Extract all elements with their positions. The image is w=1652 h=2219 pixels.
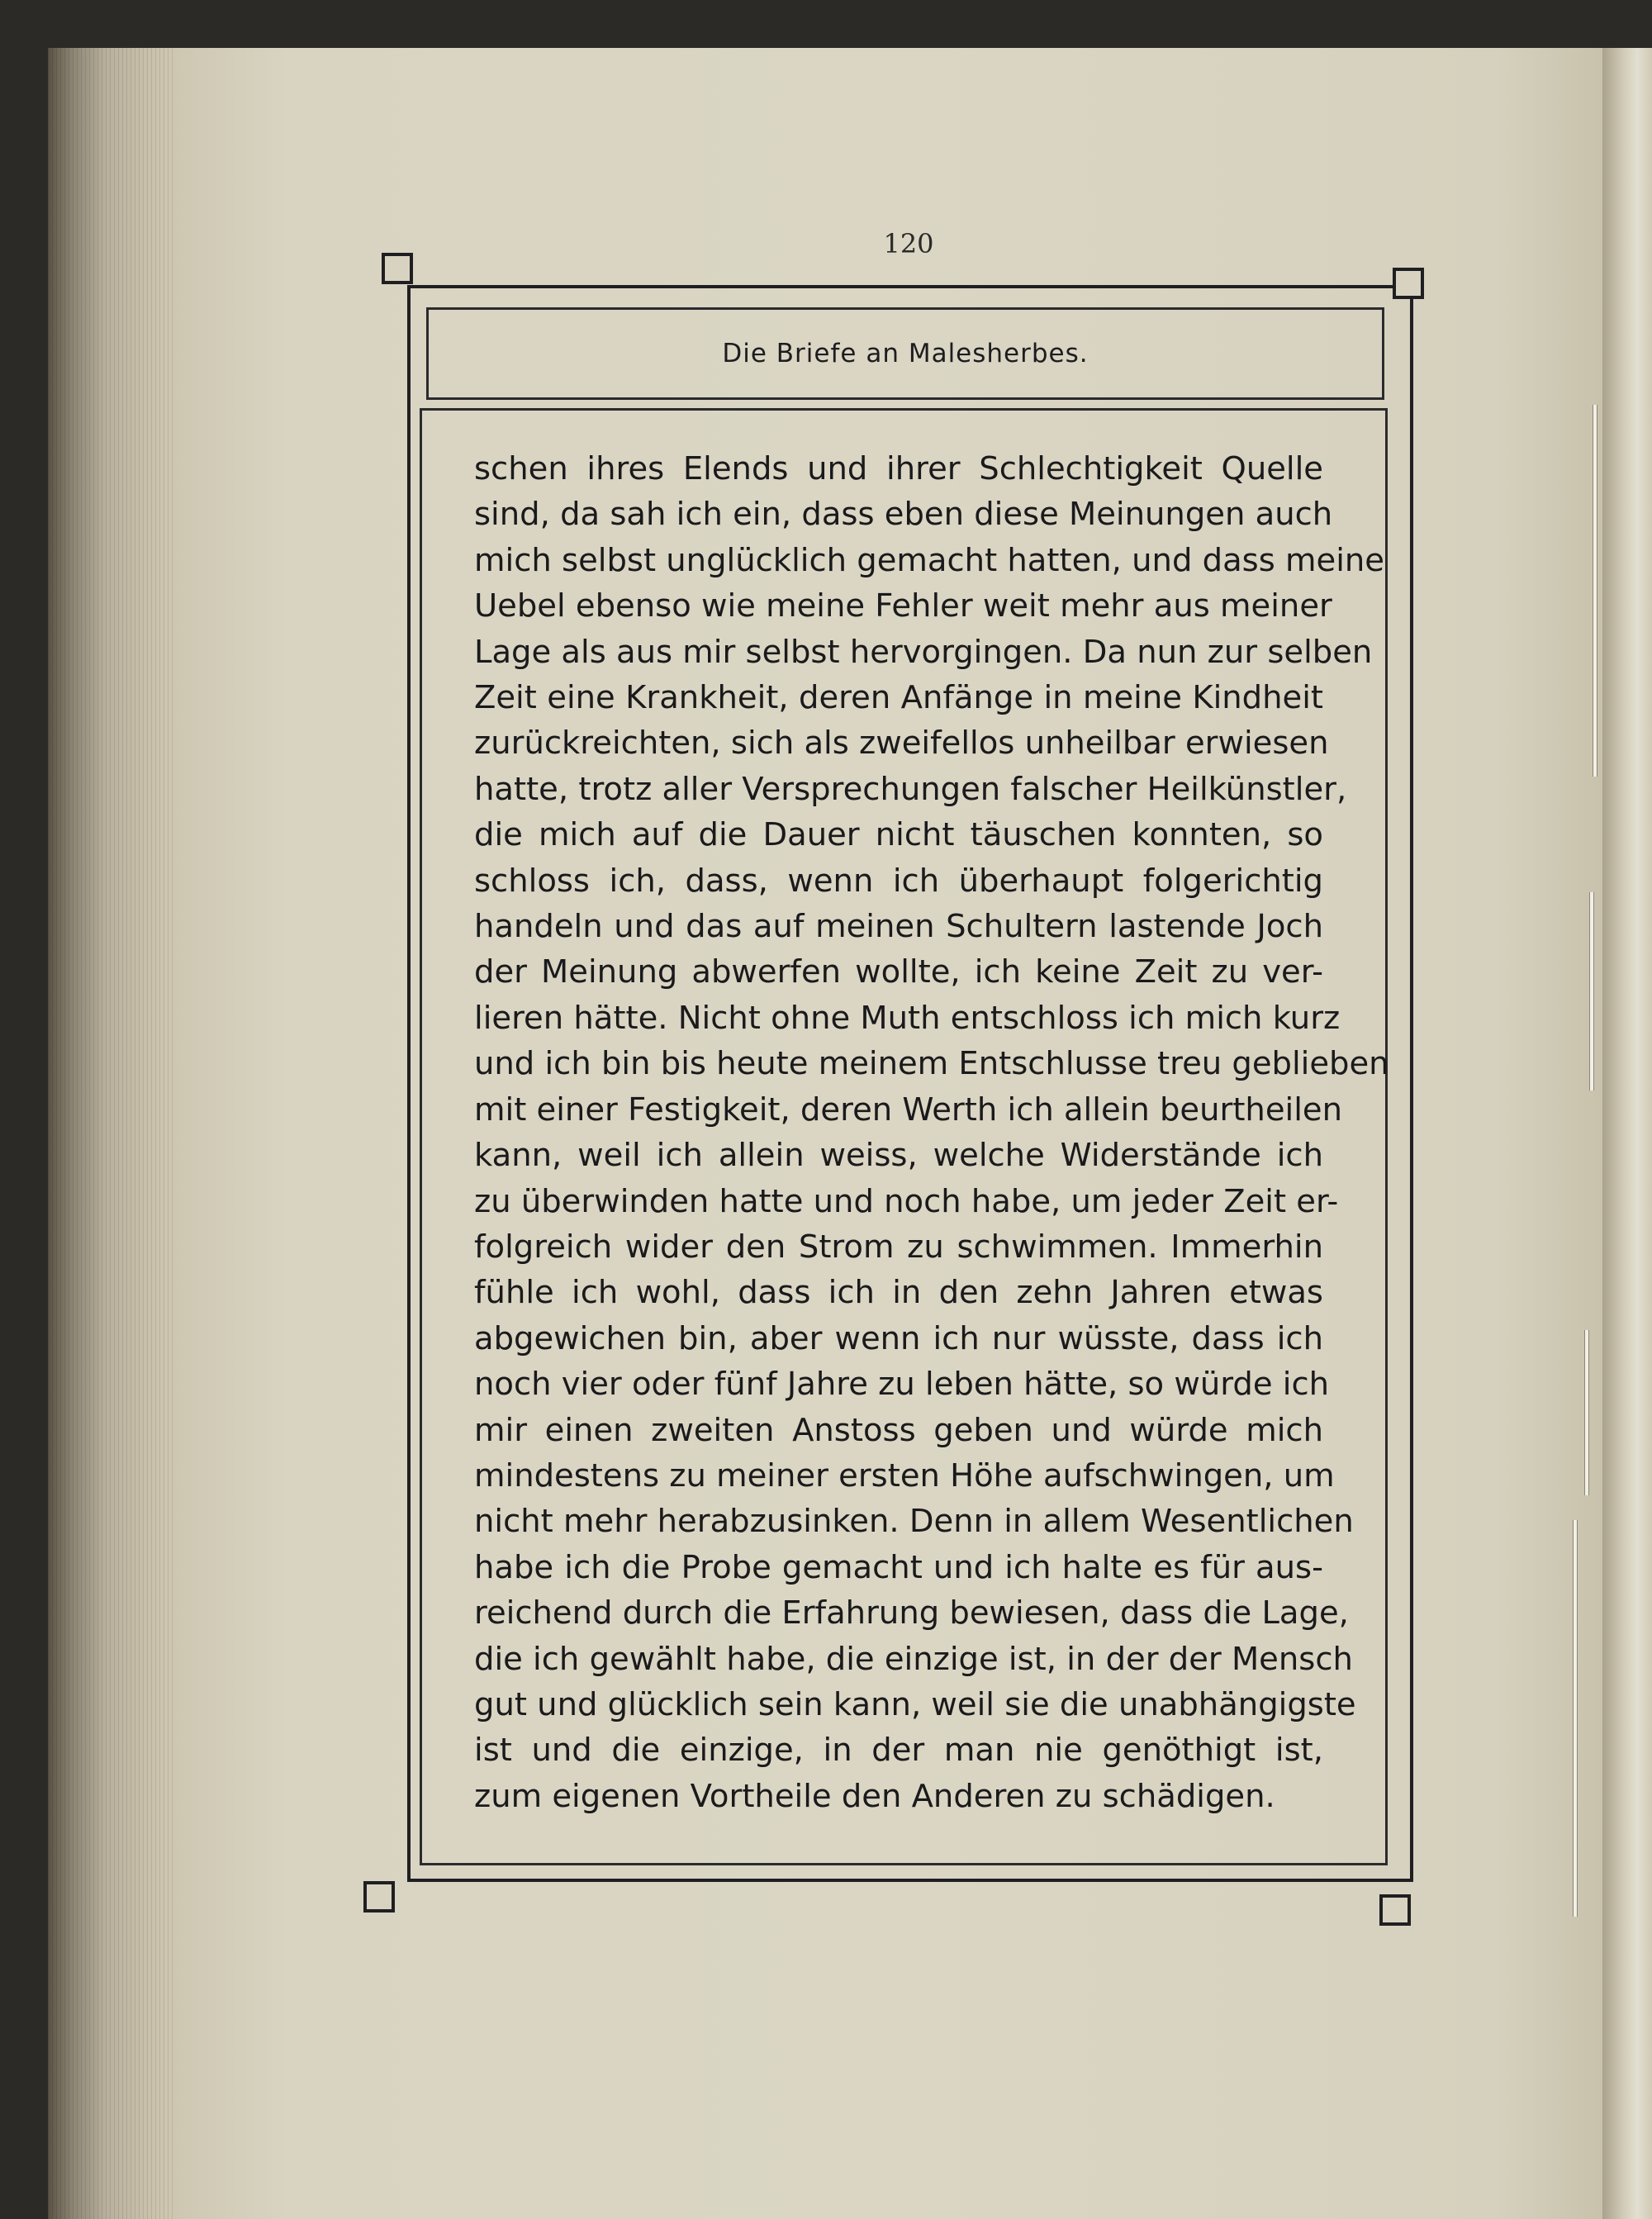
text-line: schen ihres Elends und ihrer Schlechtigkeit Quelle: [474, 450, 1323, 487]
binding-gutter: [1602, 48, 1652, 2219]
text-line: abgewichen bin, aber wenn ich nur wüsste, dass ich: [474, 1319, 1323, 1357]
text-line: schloss ich, dass, wenn ich überhaupt folgerichtig: [474, 862, 1323, 900]
page-block-edges: [48, 48, 192, 2219]
text-line: mir einen zweiten Anstoss geben und würde mich: [474, 1411, 1323, 1449]
binding-thread: [1573, 1520, 1578, 1917]
page-number: 120: [883, 228, 934, 259]
text-line: hatte, trotz aller Versprechungen falscher Heilkünstler,: [474, 770, 1347, 808]
text-line: folgreich wider den Strom zu schwimmen. Immerhin: [474, 1228, 1323, 1266]
frame-corner-bottom-right: [1379, 1894, 1411, 1926]
text-line: der Meinung abwerfen wollte, ich keine Zeit zu ver-: [474, 953, 1323, 991]
frame-corner-top-right: [1393, 268, 1424, 299]
text-line: die ich gewählt habe, die einzige ist, in der der Mensch: [474, 1640, 1353, 1678]
text-line: mindestens zu meiner ersten Höhe aufschwingen, um: [474, 1456, 1335, 1494]
text-line: lieren hätte. Nicht ohne Muth entschloss ich mich kurz: [474, 999, 1341, 1037]
text-line: habe ich die Probe gemacht und ich halte es für aus-: [474, 1548, 1323, 1586]
text-line: handeln und das auf meinen Schultern lastende Joch: [474, 908, 1323, 946]
frame-corner-top-left: [382, 253, 413, 284]
text-line: zu überwinden hatte und noch habe, um jeder Zeit er-: [474, 1182, 1339, 1220]
binding-thread: [1593, 405, 1597, 777]
text-line: Lage als aus mir selbst hervorgingen. Da nun zur selben: [474, 633, 1373, 671]
text-line: Zeit eine Krankheit, deren Anfänge in meine Kindheit: [474, 679, 1323, 717]
text-line: und ich bin bis heute meinem Entschlusse treu geblieben: [474, 1045, 1389, 1083]
text-line: sind, da sah ich ein, dass eben diese Meinungen auch: [474, 496, 1333, 534]
text-line: Uebel ebenso wie meine Fehler weit mehr aus meiner: [474, 587, 1332, 625]
text-line: zum eigenen Vortheile den Anderen zu schädigen.: [474, 1777, 1275, 1815]
text-line: kann, weil ich allein weiss, welche Widerstände ich: [474, 1137, 1323, 1175]
running-head: Die Briefe an Malesherbes.: [722, 339, 1089, 368]
text-line: mit einer Festigkeit, deren Werth ich allein beurtheilen: [474, 1090, 1342, 1129]
binding-thread: [1589, 892, 1594, 1090]
text-line: mich selbst unglücklich gemacht hatten, und dass meine: [474, 541, 1384, 579]
text-line: zurückreichten, sich als zweifellos unheilbar erwiesen: [474, 725, 1329, 763]
text-line: gut und glücklich sein kann, weil sie die unabhängigste: [474, 1685, 1356, 1723]
text-line: noch vier oder fünf Jahre zu leben hätte, so würde ich: [474, 1366, 1330, 1404]
running-head-box: [426, 307, 1384, 400]
text-line: die mich auf die Dauer nicht täuschen konnten, so: [474, 816, 1323, 854]
body-text: [474, 446, 1389, 1819]
text-line: reichend durch die Erfahrung bewiesen, dass die Lage,: [474, 1594, 1349, 1632]
text-line: fühle ich wohl, dass ich in den zehn Jahren etwas: [474, 1274, 1323, 1312]
text-line: nicht mehr herabzusinken. Denn in allem Wesentlichen: [474, 1503, 1354, 1541]
text-line: ist und die einzige, in der man nie genöthigt ist,: [474, 1732, 1323, 1770]
frame-corner-bottom-left: [363, 1881, 395, 1913]
binding-thread: [1584, 1330, 1589, 1495]
